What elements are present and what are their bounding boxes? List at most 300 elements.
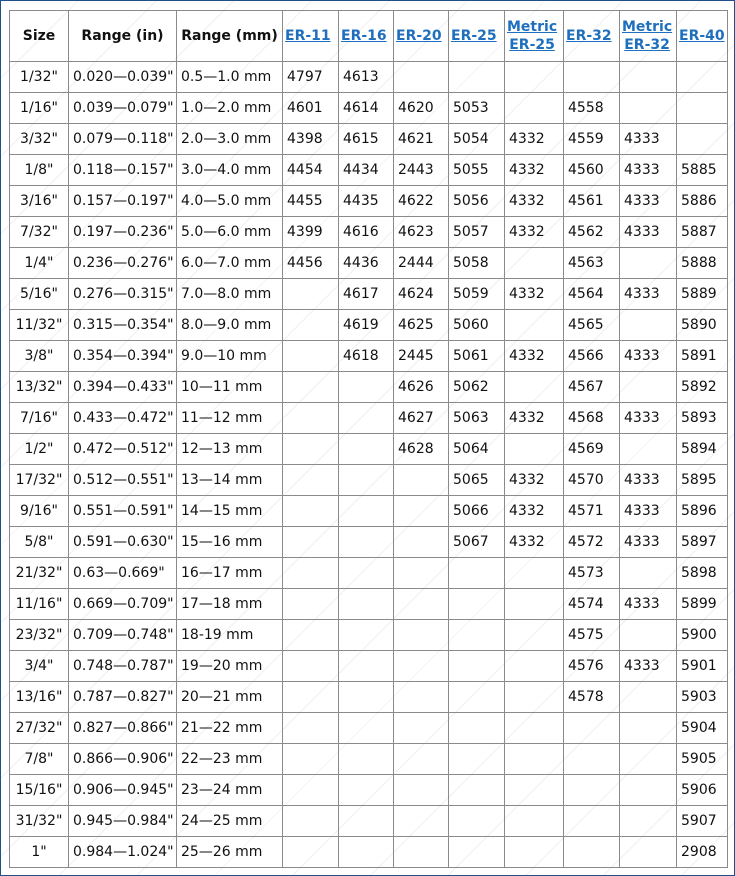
cell-metric-er-25 xyxy=(505,372,564,403)
cell-er-32: 4573 xyxy=(564,558,620,589)
cell-er-40: 5889 xyxy=(677,279,728,310)
table-row xyxy=(10,806,728,837)
cell-er-25: 5067 xyxy=(449,527,505,558)
table-row xyxy=(10,341,728,372)
header-er-11 xyxy=(283,11,339,62)
cell-er-25: 5058 xyxy=(449,248,505,279)
cell-er-20: 4626 xyxy=(394,372,449,403)
header-er-40 xyxy=(677,11,728,62)
cell-metric-er-25 xyxy=(505,558,564,589)
cell-er-11 xyxy=(283,279,339,310)
cell-er-11 xyxy=(283,682,339,713)
cell-er-40: 5901 xyxy=(677,651,728,682)
cell-metric-er-25 xyxy=(505,744,564,775)
cell-er-11 xyxy=(283,558,339,589)
cell-metric-er-32 xyxy=(620,713,677,744)
cell-range-in: 0.236—0.276" xyxy=(69,248,177,279)
link-er-40[interactable]: ER-40 xyxy=(679,28,725,44)
cell-range-in: 0.433—0.472" xyxy=(69,403,177,434)
cell-metric-er-25: 4332 xyxy=(505,155,564,186)
cell-metric-er-32: 4333 xyxy=(620,403,677,434)
cell-range-mm: 21—22 mm xyxy=(177,713,283,744)
table-row xyxy=(10,434,728,465)
cell-range-mm: 17—18 mm xyxy=(177,589,283,620)
cell-er-25: 5064 xyxy=(449,434,505,465)
cell-er-40: 5885 xyxy=(677,155,728,186)
cell-range-in: 0.315—0.354" xyxy=(69,310,177,341)
cell-er-20 xyxy=(394,620,449,651)
cell-er-11 xyxy=(283,806,339,837)
cell-er-11 xyxy=(283,620,339,651)
cell-metric-er-32 xyxy=(620,744,677,775)
cell-er-16 xyxy=(339,372,394,403)
cell-metric-er-25: 4332 xyxy=(505,341,564,372)
cell-er-11 xyxy=(283,589,339,620)
cell-er-32: 4570 xyxy=(564,465,620,496)
cell-size: 21/32" xyxy=(10,558,69,589)
header-size: Size xyxy=(10,11,69,62)
cell-metric-er-32 xyxy=(620,93,677,124)
cell-metric-er-25: 4332 xyxy=(505,527,564,558)
cell-size: 11/32" xyxy=(10,310,69,341)
cell-metric-er-32 xyxy=(620,682,677,713)
cell-er-16 xyxy=(339,589,394,620)
cell-range-mm: 5.0—6.0 mm xyxy=(177,217,283,248)
cell-metric-er-25 xyxy=(505,806,564,837)
cell-range-mm: 6.0—7.0 mm xyxy=(177,248,283,279)
cell-er-20: 2443 xyxy=(394,155,449,186)
table-row xyxy=(10,217,728,248)
cell-metric-er-32 xyxy=(620,558,677,589)
link-er-32[interactable]: ER-32 xyxy=(566,28,612,44)
cell-range-in: 0.039—0.079" xyxy=(69,93,177,124)
table-row xyxy=(10,279,728,310)
cell-metric-er-32: 4333 xyxy=(620,341,677,372)
cell-er-20: 4623 xyxy=(394,217,449,248)
cell-range-in: 0.157—0.197" xyxy=(69,186,177,217)
table-row xyxy=(10,62,728,93)
table-row xyxy=(10,651,728,682)
cell-range-mm: 2.0—3.0 mm xyxy=(177,124,283,155)
cell-er-20: 2445 xyxy=(394,341,449,372)
cell-er-20 xyxy=(394,682,449,713)
cell-er-40: 5891 xyxy=(677,341,728,372)
cell-er-32 xyxy=(564,744,620,775)
table-row xyxy=(10,155,728,186)
cell-er-32: 4568 xyxy=(564,403,620,434)
cell-range-mm: 18-19 mm xyxy=(177,620,283,651)
cell-er-40: 5897 xyxy=(677,527,728,558)
cell-range-mm: 10—11 mm xyxy=(177,372,283,403)
header-er-32 xyxy=(564,11,620,62)
header-er-20 xyxy=(394,11,449,62)
cell-er-16: 4615 xyxy=(339,124,394,155)
cell-er-11 xyxy=(283,775,339,806)
cell-er-11: 4455 xyxy=(283,186,339,217)
cell-er-40 xyxy=(677,62,728,93)
cell-er-20 xyxy=(394,651,449,682)
cell-range-mm: 12—13 mm xyxy=(177,434,283,465)
cell-range-mm: 14—15 mm xyxy=(177,496,283,527)
cell-range-mm: 4.0—5.0 mm xyxy=(177,186,283,217)
link-er-20[interactable]: ER-20 xyxy=(396,28,442,44)
cell-metric-er-25 xyxy=(505,62,564,93)
cell-range-mm: 8.0—9.0 mm xyxy=(177,310,283,341)
cell-range-in: 0.866—0.906" xyxy=(69,744,177,775)
cell-er-16 xyxy=(339,775,394,806)
cell-er-32: 4561 xyxy=(564,186,620,217)
cell-er-32: 4567 xyxy=(564,372,620,403)
table-row xyxy=(10,248,728,279)
cell-er-16: 4436 xyxy=(339,248,394,279)
cell-er-16: 4434 xyxy=(339,155,394,186)
cell-metric-er-25 xyxy=(505,589,564,620)
cell-range-mm: 11—12 mm xyxy=(177,403,283,434)
cell-size: 7/8" xyxy=(10,744,69,775)
cell-metric-er-32: 4333 xyxy=(620,279,677,310)
cell-er-25: 5066 xyxy=(449,496,505,527)
cell-range-mm: 15—16 mm xyxy=(177,527,283,558)
cell-er-11: 4456 xyxy=(283,248,339,279)
cell-er-20: 4620 xyxy=(394,93,449,124)
cell-er-32 xyxy=(564,775,620,806)
cell-er-20 xyxy=(394,806,449,837)
cell-metric-er-25 xyxy=(505,310,564,341)
cell-metric-er-32 xyxy=(620,62,677,93)
table-row xyxy=(10,403,728,434)
cell-size: 1/4" xyxy=(10,248,69,279)
cell-er-25 xyxy=(449,806,505,837)
link-er-11[interactable]: ER-11 xyxy=(285,28,331,44)
cell-er-20: 4627 xyxy=(394,403,449,434)
table-row xyxy=(10,465,728,496)
cell-size: 1/16" xyxy=(10,93,69,124)
cell-er-11 xyxy=(283,744,339,775)
cell-er-11 xyxy=(283,341,339,372)
cell-er-11 xyxy=(283,310,339,341)
link-metric-er-25[interactable]: Metric ER-25 xyxy=(507,19,558,53)
cell-er-20: 4625 xyxy=(394,310,449,341)
cell-er-16 xyxy=(339,434,394,465)
cell-er-32 xyxy=(564,837,620,868)
cell-metric-er-25 xyxy=(505,93,564,124)
cell-er-32: 4559 xyxy=(564,124,620,155)
cell-er-40: 2908 xyxy=(677,837,728,868)
cell-er-20 xyxy=(394,589,449,620)
cell-er-11 xyxy=(283,527,339,558)
cell-metric-er-25 xyxy=(505,682,564,713)
table-row xyxy=(10,682,728,713)
cell-metric-er-32: 4333 xyxy=(620,217,677,248)
cell-er-11 xyxy=(283,434,339,465)
cell-metric-er-25 xyxy=(505,651,564,682)
cell-size: 1/32" xyxy=(10,62,69,93)
cell-er-11: 4398 xyxy=(283,124,339,155)
cell-er-16 xyxy=(339,527,394,558)
cell-er-25 xyxy=(449,558,505,589)
cell-metric-er-25: 4332 xyxy=(505,124,564,155)
table-row xyxy=(10,310,728,341)
cell-er-11 xyxy=(283,651,339,682)
cell-range-in: 0.354—0.394" xyxy=(69,341,177,372)
cell-size: 1/2" xyxy=(10,434,69,465)
cell-metric-er-25: 4332 xyxy=(505,496,564,527)
cell-metric-er-32: 4333 xyxy=(620,527,677,558)
cell-range-in: 0.197—0.236" xyxy=(69,217,177,248)
cell-range-in: 0.669—0.709" xyxy=(69,589,177,620)
cell-range-in: 0.984—1.024" xyxy=(69,837,177,868)
cell-range-mm: 3.0—4.0 mm xyxy=(177,155,283,186)
cell-er-32: 4558 xyxy=(564,93,620,124)
cell-er-32 xyxy=(564,62,620,93)
cell-size: 15/16" xyxy=(10,775,69,806)
cell-er-40: 5905 xyxy=(677,744,728,775)
cell-size: 7/32" xyxy=(10,217,69,248)
cell-er-40: 5887 xyxy=(677,217,728,248)
table-row xyxy=(10,124,728,155)
cell-er-32: 4574 xyxy=(564,589,620,620)
cell-metric-er-32: 4333 xyxy=(620,155,677,186)
cell-range-mm: 9.0—10 mm xyxy=(177,341,283,372)
cell-er-16: 4613 xyxy=(339,62,394,93)
cell-metric-er-32: 4333 xyxy=(620,124,677,155)
cell-er-32: 4564 xyxy=(564,279,620,310)
table-row xyxy=(10,589,728,620)
cell-er-40: 5898 xyxy=(677,558,728,589)
cell-size: 17/32" xyxy=(10,465,69,496)
cell-er-20 xyxy=(394,775,449,806)
cell-er-16 xyxy=(339,403,394,434)
cell-er-25: 5057 xyxy=(449,217,505,248)
table-row xyxy=(10,186,728,217)
link-er-16[interactable]: ER-16 xyxy=(341,28,387,44)
cell-er-11 xyxy=(283,465,339,496)
cell-range-in: 0.906—0.945" xyxy=(69,775,177,806)
cell-range-mm: 20—21 mm xyxy=(177,682,283,713)
cell-range-mm: 7.0—8.0 mm xyxy=(177,279,283,310)
cell-er-20: 2444 xyxy=(394,248,449,279)
cell-er-11 xyxy=(283,496,339,527)
cell-er-32: 4578 xyxy=(564,682,620,713)
cell-range-mm: 16—17 mm xyxy=(177,558,283,589)
cell-metric-er-25 xyxy=(505,837,564,868)
cell-range-in: 0.709—0.748" xyxy=(69,620,177,651)
cell-size: 3/32" xyxy=(10,124,69,155)
cell-er-25 xyxy=(449,589,505,620)
cell-er-40: 5904 xyxy=(677,713,728,744)
cell-er-16 xyxy=(339,620,394,651)
cell-er-32: 4575 xyxy=(564,620,620,651)
cell-er-25: 5062 xyxy=(449,372,505,403)
cell-range-mm: 19—20 mm xyxy=(177,651,283,682)
cell-er-16 xyxy=(339,682,394,713)
cell-er-20: 4621 xyxy=(394,124,449,155)
cell-er-11: 4797 xyxy=(283,62,339,93)
cell-er-40: 5894 xyxy=(677,434,728,465)
cell-er-25: 5063 xyxy=(449,403,505,434)
cell-er-40: 5893 xyxy=(677,403,728,434)
cell-range-mm: 0.5—1.0 mm xyxy=(177,62,283,93)
cell-metric-er-25: 4332 xyxy=(505,217,564,248)
cell-metric-er-32 xyxy=(620,806,677,837)
cell-metric-er-25: 4332 xyxy=(505,186,564,217)
table-row xyxy=(10,620,728,651)
cell-er-25 xyxy=(449,713,505,744)
cell-metric-er-32: 4333 xyxy=(620,186,677,217)
table-row xyxy=(10,496,728,527)
cell-metric-er-32: 4333 xyxy=(620,651,677,682)
cell-er-40 xyxy=(677,124,728,155)
table-row xyxy=(10,713,728,744)
link-er-25[interactable]: ER-25 xyxy=(451,28,497,44)
cell-er-40: 5907 xyxy=(677,806,728,837)
cell-range-in: 0.551—0.591" xyxy=(69,496,177,527)
cell-er-16 xyxy=(339,713,394,744)
cell-er-32: 4566 xyxy=(564,341,620,372)
cell-er-25: 5053 xyxy=(449,93,505,124)
link-metric-er-32[interactable]: Metric ER-32 xyxy=(622,19,673,53)
cell-range-mm: 1.0—2.0 mm xyxy=(177,93,283,124)
header-er-25 xyxy=(449,11,505,62)
cell-er-16 xyxy=(339,744,394,775)
cell-er-32 xyxy=(564,713,620,744)
cell-er-16 xyxy=(339,651,394,682)
cell-er-32: 4576 xyxy=(564,651,620,682)
cell-er-16: 4618 xyxy=(339,341,394,372)
cell-er-25: 5061 xyxy=(449,341,505,372)
header-metric-er-32 xyxy=(620,11,677,62)
cell-er-40: 5906 xyxy=(677,775,728,806)
header-metric-er-25 xyxy=(505,11,564,62)
cell-size: 5/8" xyxy=(10,527,69,558)
cell-er-16: 4617 xyxy=(339,279,394,310)
cell-metric-er-32 xyxy=(620,620,677,651)
cell-er-32: 4560 xyxy=(564,155,620,186)
cell-range-in: 0.472—0.512" xyxy=(69,434,177,465)
cell-metric-er-32 xyxy=(620,372,677,403)
cell-er-32: 4563 xyxy=(564,248,620,279)
cell-er-16: 4435 xyxy=(339,186,394,217)
collet-size-table xyxy=(9,10,728,868)
cell-metric-er-25 xyxy=(505,434,564,465)
cell-size: 31/32" xyxy=(10,806,69,837)
cell-er-40: 5888 xyxy=(677,248,728,279)
header-er-16 xyxy=(339,11,394,62)
cell-er-11 xyxy=(283,713,339,744)
cell-er-40: 5892 xyxy=(677,372,728,403)
cell-er-25 xyxy=(449,651,505,682)
cell-er-20 xyxy=(394,713,449,744)
cell-range-in: 0.512—0.551" xyxy=(69,465,177,496)
cell-er-32: 4572 xyxy=(564,527,620,558)
cell-range-in: 0.591—0.630" xyxy=(69,527,177,558)
cell-range-in: 0.118—0.157" xyxy=(69,155,177,186)
cell-metric-er-32 xyxy=(620,775,677,806)
table-row xyxy=(10,558,728,589)
cell-metric-er-25: 4332 xyxy=(505,279,564,310)
header-range-in: Range (in) xyxy=(69,11,177,62)
cell-er-16 xyxy=(339,837,394,868)
cell-er-25 xyxy=(449,62,505,93)
table-row xyxy=(10,744,728,775)
cell-er-32: 4565 xyxy=(564,310,620,341)
cell-metric-er-32 xyxy=(620,310,677,341)
cell-range-in: 0.748—0.787" xyxy=(69,651,177,682)
cell-metric-er-32: 4333 xyxy=(620,496,677,527)
cell-er-32 xyxy=(564,806,620,837)
cell-size: 3/8" xyxy=(10,341,69,372)
cell-er-16 xyxy=(339,496,394,527)
cell-er-25 xyxy=(449,682,505,713)
cell-size: 13/32" xyxy=(10,372,69,403)
cell-er-11 xyxy=(283,372,339,403)
cell-range-in: 0.276—0.315" xyxy=(69,279,177,310)
cell-er-40: 5896 xyxy=(677,496,728,527)
cell-er-20: 4628 xyxy=(394,434,449,465)
cell-er-16 xyxy=(339,465,394,496)
cell-er-11: 4399 xyxy=(283,217,339,248)
cell-er-25 xyxy=(449,744,505,775)
cell-metric-er-25: 4332 xyxy=(505,465,564,496)
cell-metric-er-25 xyxy=(505,620,564,651)
cell-er-25: 5060 xyxy=(449,310,505,341)
cell-range-in: 0.020—0.039" xyxy=(69,62,177,93)
cell-er-25: 5059 xyxy=(449,279,505,310)
cell-er-20 xyxy=(394,527,449,558)
cell-er-25 xyxy=(449,837,505,868)
cell-er-20 xyxy=(394,558,449,589)
cell-er-16: 4614 xyxy=(339,93,394,124)
cell-range-mm: 23—24 mm xyxy=(177,775,283,806)
cell-size: 5/16" xyxy=(10,279,69,310)
cell-metric-er-25 xyxy=(505,248,564,279)
cell-er-16: 4616 xyxy=(339,217,394,248)
cell-size: 3/4" xyxy=(10,651,69,682)
cell-er-40: 5899 xyxy=(677,589,728,620)
cell-size: 27/32" xyxy=(10,713,69,744)
cell-er-40: 5895 xyxy=(677,465,728,496)
cell-er-25 xyxy=(449,620,505,651)
header-range-mm: Range (mm) xyxy=(177,11,283,62)
cell-range-mm: 25—26 mm xyxy=(177,837,283,868)
cell-size: 11/16" xyxy=(10,589,69,620)
table-row xyxy=(10,93,728,124)
table-row xyxy=(10,372,728,403)
cell-size: 13/16" xyxy=(10,682,69,713)
cell-metric-er-25: 4332 xyxy=(505,403,564,434)
cell-size: 3/16" xyxy=(10,186,69,217)
cell-metric-er-32 xyxy=(620,248,677,279)
table-row xyxy=(10,837,728,868)
table-row xyxy=(10,527,728,558)
cell-er-32: 4562 xyxy=(564,217,620,248)
cell-range-in: 0.079—0.118" xyxy=(69,124,177,155)
cell-metric-er-25 xyxy=(505,775,564,806)
cell-er-11 xyxy=(283,837,339,868)
cell-er-32: 4569 xyxy=(564,434,620,465)
cell-er-11: 4601 xyxy=(283,93,339,124)
cell-er-16 xyxy=(339,806,394,837)
cell-metric-er-25 xyxy=(505,713,564,744)
cell-size: 9/16" xyxy=(10,496,69,527)
cell-er-16 xyxy=(339,558,394,589)
header-row xyxy=(10,11,728,62)
cell-er-11: 4454 xyxy=(283,155,339,186)
cell-er-25: 5055 xyxy=(449,155,505,186)
cell-metric-er-32: 4333 xyxy=(620,465,677,496)
cell-er-40: 5890 xyxy=(677,310,728,341)
cell-size: 23/32" xyxy=(10,620,69,651)
